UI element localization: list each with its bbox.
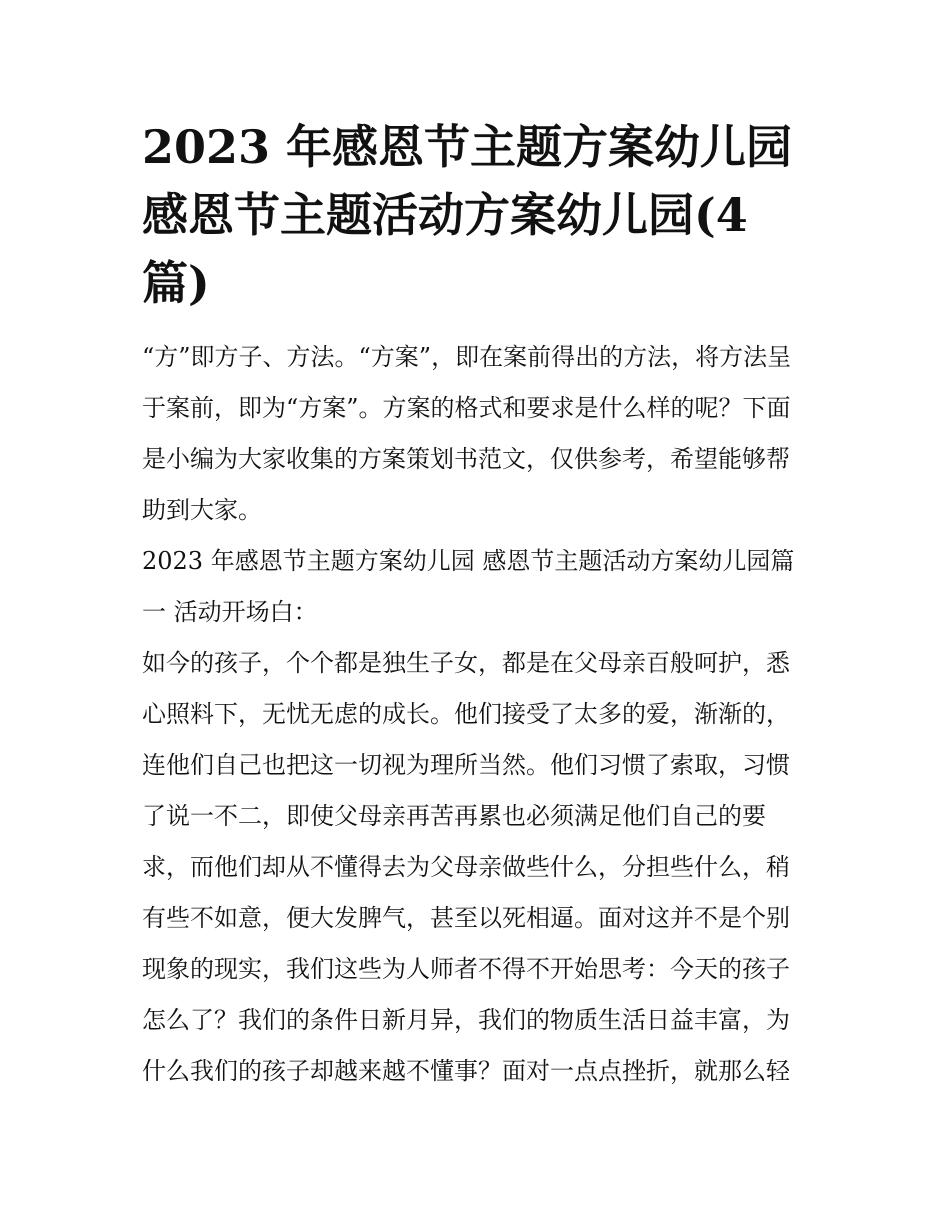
body-paragraph <box>142 638 812 1097</box>
document-title <box>142 118 812 312</box>
intro-paragraph <box>142 332 812 536</box>
text-line: 了说一不二，即使父母亲再苦再累也必须满足他们自己的要 <box>142 802 766 830</box>
text-line: 什么我们的孩子却越来越不懂事？面对一点点挫折，就那么轻 <box>142 1057 790 1085</box>
text-line: 连他们自己也把这一切视为理所当然。他们习惯了索取，习惯 <box>142 751 790 779</box>
text-line: 怎么了？我们的条件日新月异，我们的物质生活日益丰富，为 <box>142 1006 790 1034</box>
text-line: 现象的现实，我们这些为人师者不得不开始思考：今天的孩子 <box>142 955 790 983</box>
text-line: 求，而他们却从不懂得去为父母亲做些什么，分担些什么，稍 <box>142 853 790 881</box>
title-line: 感恩节主题活动方案幼儿园(4 <box>142 188 748 242</box>
text-line: 2023 年感恩节主题方案幼儿园 感恩节主题活动方案幼儿园篇 <box>142 547 795 575</box>
section-heading <box>142 536 812 638</box>
text-line: 心照料下，无忧无虑的成长。他们接受了太多的爱，渐渐的， <box>142 700 790 728</box>
title-line: 2023 年感恩节主题方案幼儿园 <box>142 120 793 174</box>
text-line: 有些不如意，便大发脾气，甚至以死相逼。面对这并不是个别 <box>142 904 790 932</box>
title-line: 篇) <box>142 256 210 310</box>
text-line: 如今的孩子，个个都是独生子女，都是在父母亲百般呵护，悉 <box>142 649 790 677</box>
text-line: 助到大家。 <box>142 496 262 524</box>
document-page <box>142 118 812 1097</box>
text-line: “方”即方子、方法。“方案”，即在案前得出的方法，将方法呈 <box>142 343 792 371</box>
text-line: 是小编为大家收集的方案策划书范文，仅供参考，希望能够帮 <box>142 445 790 473</box>
text-line: 于案前，即为“方案”。方案的格式和要求是什么样的呢？下面 <box>142 394 791 422</box>
document-body <box>142 332 812 1097</box>
text-line: 一 活动开场白： <box>142 598 318 626</box>
